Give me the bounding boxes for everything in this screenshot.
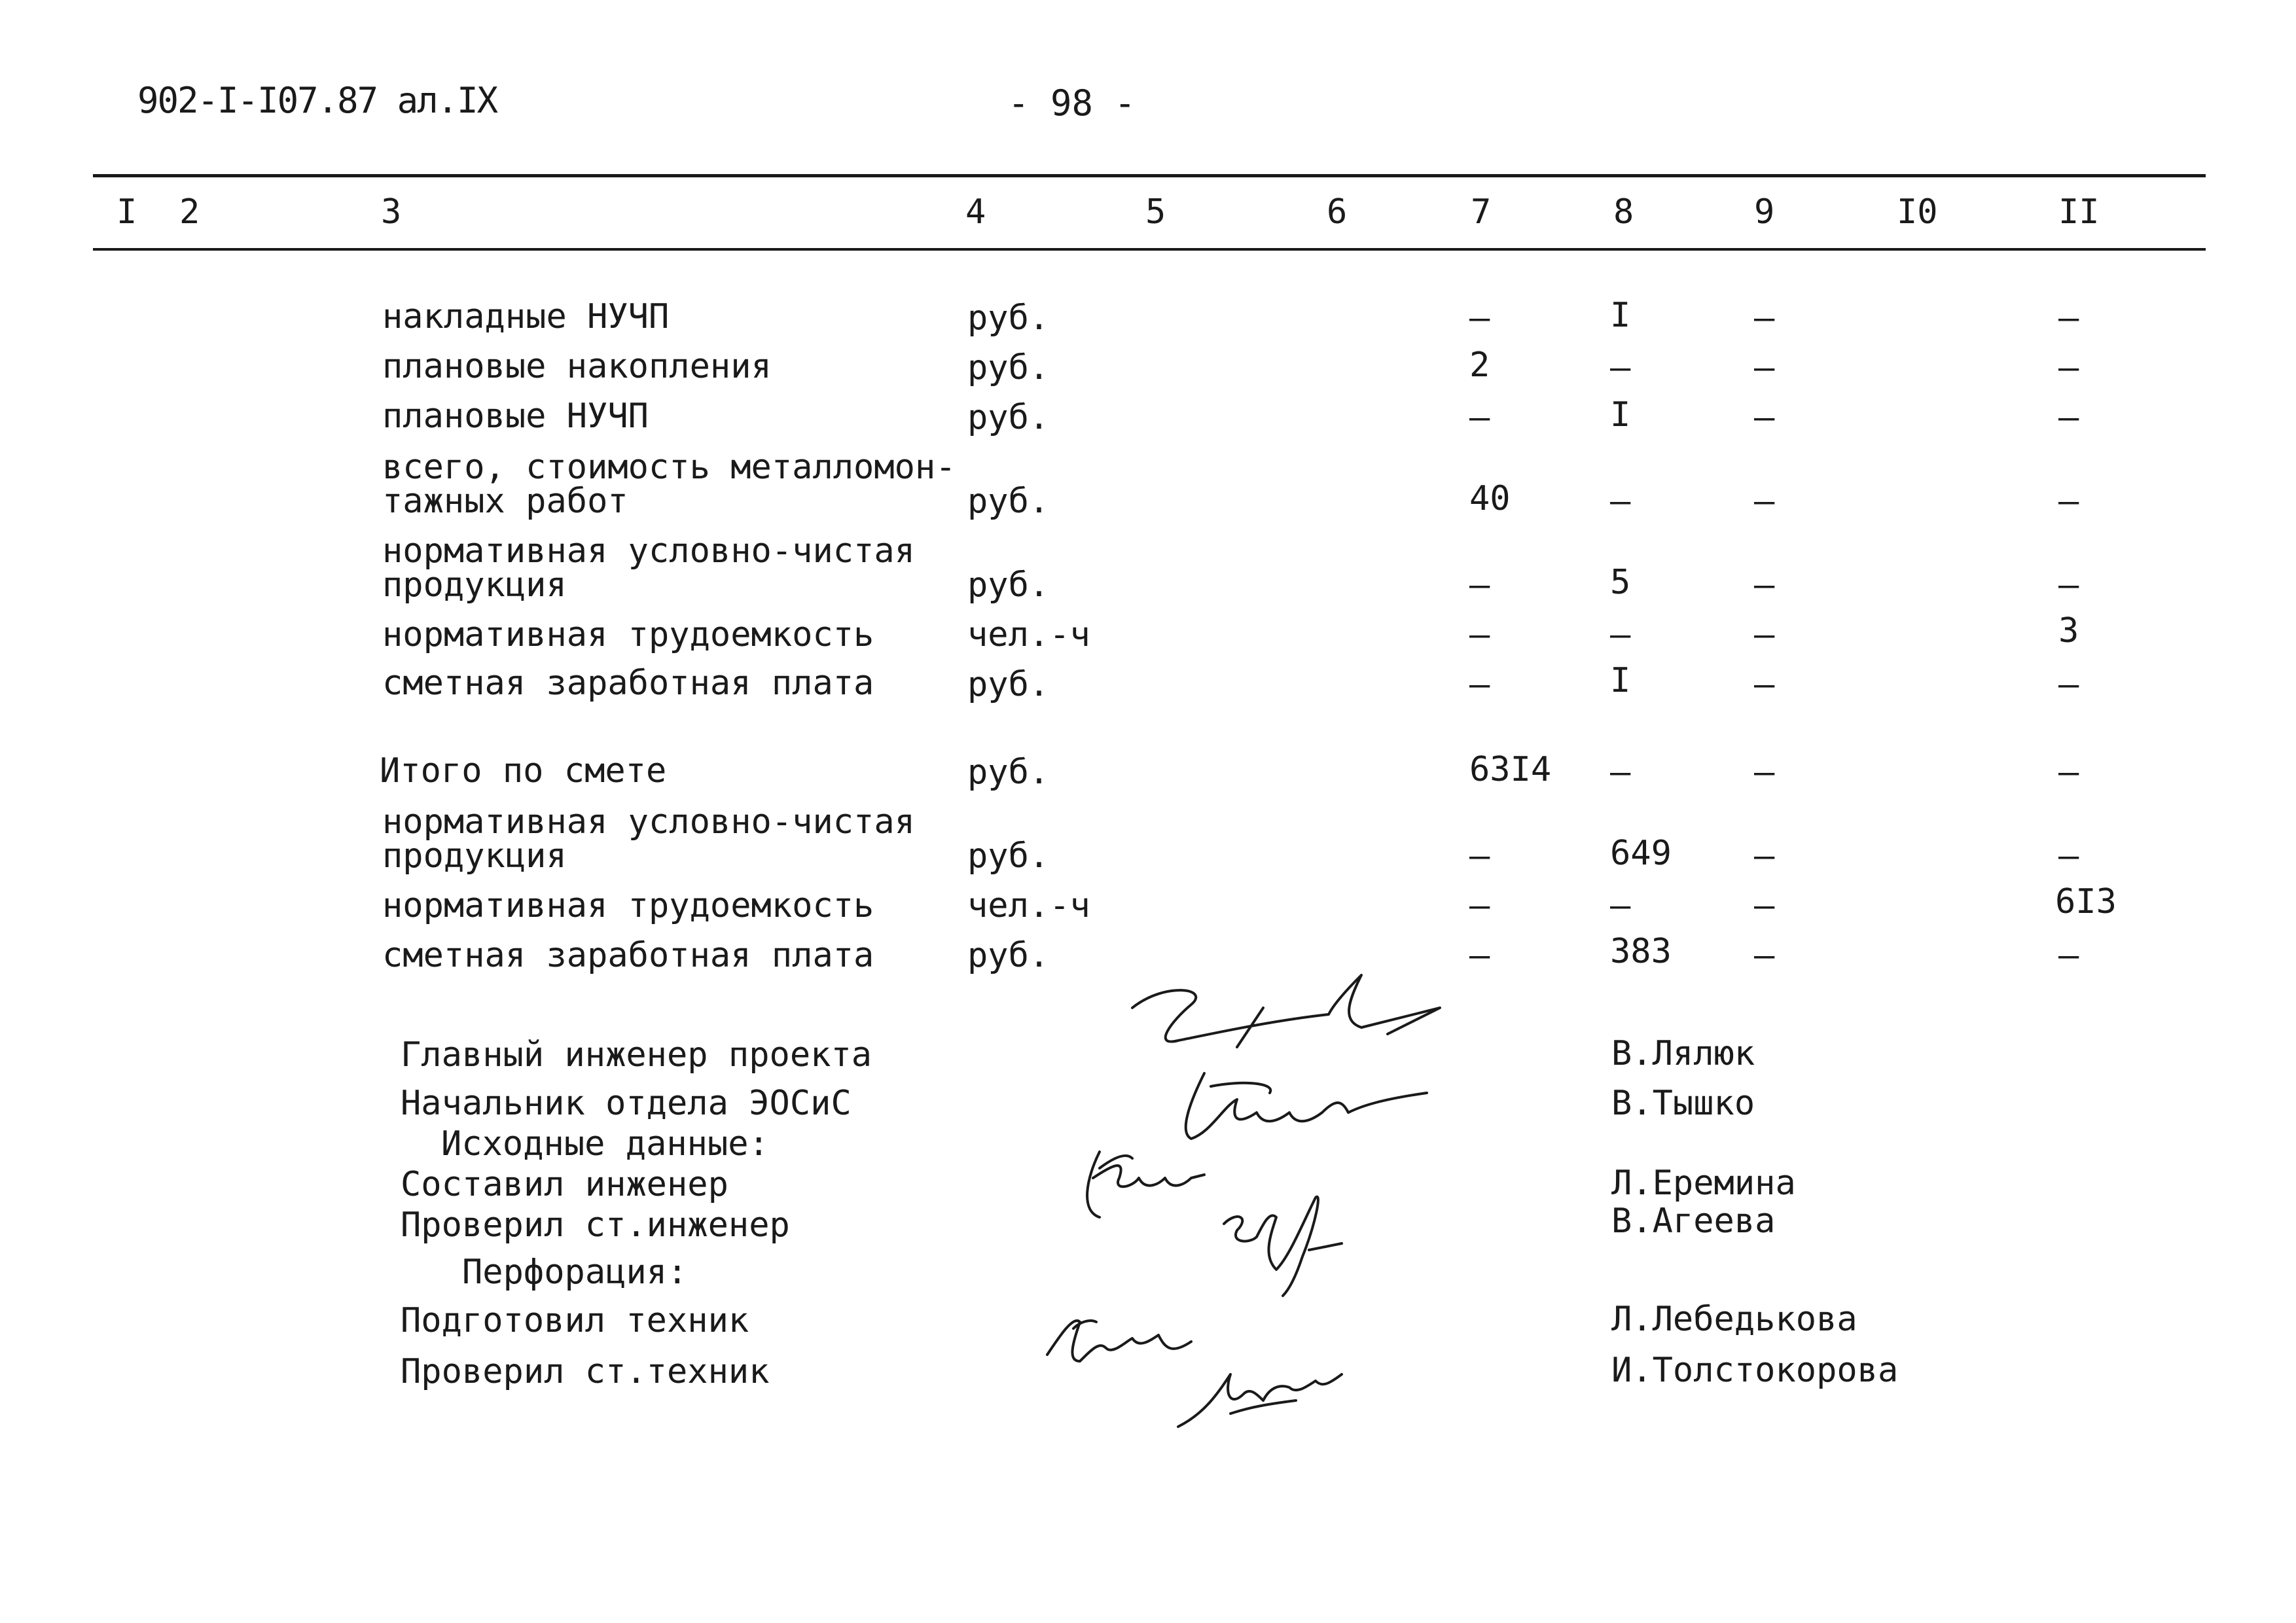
row-col7: 40 [1469, 479, 1511, 518]
row-col7: – [1469, 936, 1490, 975]
checked-name: В.Агеева [1611, 1202, 1776, 1241]
signature-checked [1211, 1185, 1355, 1302]
row-col7: – [1469, 565, 1490, 605]
row-unit: руб. [967, 298, 1050, 338]
row-unit: руб. [967, 665, 1050, 704]
source-data-heading: Исходные данные: [441, 1124, 769, 1164]
column-header-5: 5 [1145, 192, 1166, 232]
document-code: 902-I-I07.87 ал.IX [137, 80, 497, 121]
row-col11: – [2058, 482, 2079, 521]
column-header-4: 4 [965, 192, 986, 232]
row-name: нормативная условно-чистая [382, 802, 915, 842]
row-col7: – [1469, 886, 1490, 925]
row-unit: руб. [967, 565, 1050, 605]
row-col8: – [1610, 482, 1631, 521]
checked-tech-name: И.Толстокорова [1611, 1351, 1899, 1390]
row-col7: 63I4 [1469, 750, 1552, 789]
row-col11: 6I3 [2055, 882, 2117, 921]
signature-chief-engineer [1113, 969, 1453, 1067]
row-col8: 649 [1610, 834, 1672, 873]
table-header-rule [93, 248, 2206, 251]
column-header-3: 3 [381, 192, 402, 232]
page-number: - 98 - [1008, 82, 1136, 124]
row-name: нормативная условно-чистая [382, 531, 915, 571]
checked-tech-label: Проверил ст.техник [401, 1352, 770, 1391]
row-col8: – [1610, 753, 1631, 792]
row-name-line2: продукция [382, 565, 567, 605]
row-col8: I [1610, 661, 1631, 700]
prepared-name: Л.Лебедькова [1611, 1300, 1857, 1339]
row-col11: – [2058, 665, 2079, 704]
row-col9: – [1754, 665, 1775, 704]
row-col8: 383 [1610, 932, 1672, 971]
signature-checked-tech [1165, 1348, 1361, 1440]
row-col9: – [1754, 836, 1775, 876]
column-header-11: II [2058, 192, 2100, 232]
row-col8: – [1610, 615, 1631, 654]
row-col8: I [1610, 296, 1631, 335]
row-col9: – [1754, 565, 1775, 605]
row-col7: – [1469, 836, 1490, 876]
row-unit: руб. [967, 836, 1050, 876]
column-header-8: 8 [1613, 192, 1634, 232]
column-header-1: I [117, 192, 137, 232]
column-header-10: I0 [1897, 192, 1938, 232]
row-name-line2: тажных работ [382, 482, 628, 521]
row-unit: чел.-ч [967, 886, 1090, 925]
row-unit: руб. [967, 482, 1050, 521]
row-col9: – [1754, 753, 1775, 792]
row-col9: – [1754, 348, 1775, 387]
row-col11: – [2058, 348, 2079, 387]
row-name: нормативная трудоемкость [382, 615, 874, 654]
row-col9: – [1754, 298, 1775, 338]
row-col8: – [1610, 348, 1631, 387]
chief-engineer-name: В.Лялюк [1611, 1034, 1755, 1073]
row-col9: – [1754, 886, 1775, 925]
row-col11: – [2058, 298, 2079, 338]
table-top-rule [93, 174, 2206, 177]
row-col11: – [2058, 565, 2079, 605]
department-head-name: В.Тышко [1611, 1084, 1755, 1123]
row-unit: руб. [967, 398, 1050, 437]
row-name: нормативная трудоемкость [382, 886, 874, 925]
row-unit: чел.-ч [967, 615, 1090, 654]
row-name: всего, стоимость металломон- [382, 448, 956, 487]
row-name: плановые НУЧП [382, 397, 649, 436]
row-name: сметная заработная плата [382, 664, 874, 703]
column-header-6: 6 [1327, 192, 1348, 232]
row-col9: – [1754, 398, 1775, 437]
column-header-9: 9 [1754, 192, 1775, 232]
row-name: плановые накопления [382, 347, 772, 386]
row-col7: – [1469, 665, 1490, 704]
compiled-label: Составил инженер [401, 1165, 728, 1204]
row-col7: – [1469, 298, 1490, 338]
column-header-7: 7 [1471, 192, 1492, 232]
row-col8: 5 [1610, 563, 1631, 602]
row-col11: – [2058, 398, 2079, 437]
total-label: Итого по смете [380, 751, 667, 791]
row-col9: – [1754, 615, 1775, 654]
row-col9: – [1754, 936, 1775, 975]
row-col7: – [1469, 398, 1490, 437]
compiled-name: Л.Еремина [1611, 1164, 1796, 1203]
row-col11: – [2058, 936, 2079, 975]
row-name: сметная заработная плата [382, 936, 874, 975]
row-name-line2: продукция [382, 836, 567, 876]
signature-department-head [1165, 1060, 1440, 1152]
checked-label: Проверил ст.инженер [401, 1205, 790, 1245]
prepared-label: Подготовил техник [401, 1301, 749, 1340]
row-col7: 2 [1469, 346, 1490, 385]
row-name: накладные НУЧП [382, 297, 670, 336]
row-col9: – [1754, 482, 1775, 521]
column-header-2: 2 [179, 192, 200, 232]
row-unit: руб. [967, 753, 1050, 792]
department-head-label: Начальник отдела ЭОСиС [401, 1084, 852, 1123]
row-col7: – [1469, 615, 1490, 654]
perforation-heading: Перфорация: [462, 1253, 688, 1292]
row-col8: – [1610, 886, 1631, 925]
row-col11: 3 [2058, 611, 2079, 651]
row-col8: I [1610, 395, 1631, 435]
row-col11: – [2058, 753, 2079, 792]
row-unit: руб. [967, 936, 1050, 975]
row-col11: – [2058, 836, 2079, 876]
row-unit: руб. [967, 348, 1050, 387]
chief-engineer-label: Главный инженер проекта [401, 1035, 872, 1075]
